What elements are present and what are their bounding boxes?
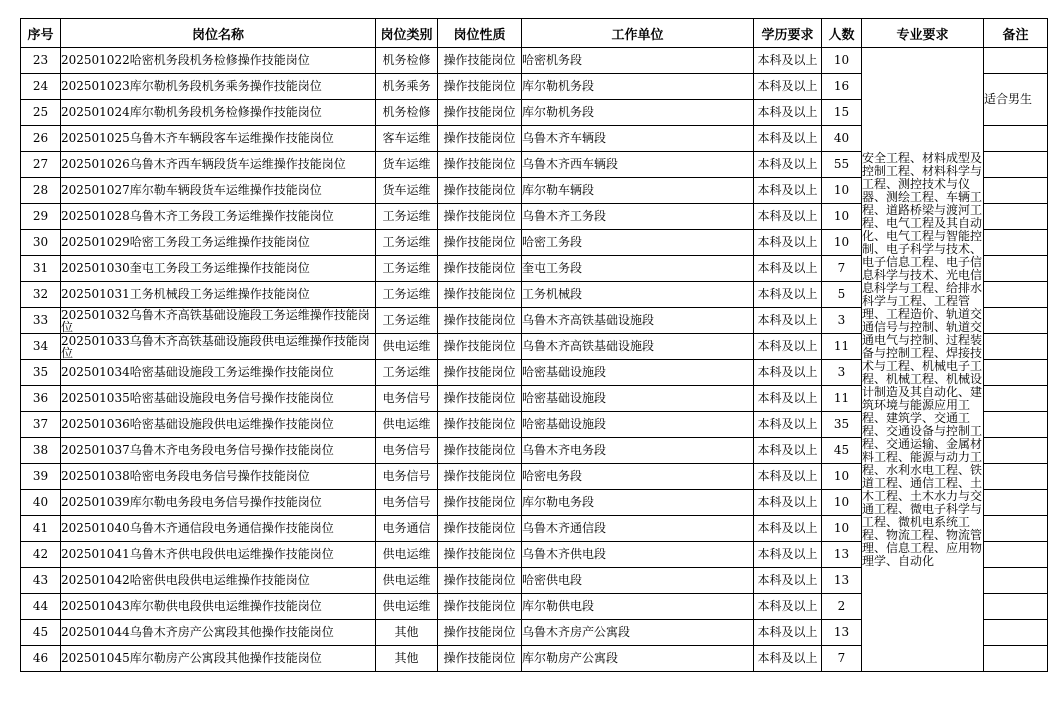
note-cell: [984, 282, 1048, 308]
education-requirement-cell: 本科及以上: [754, 464, 822, 490]
education-requirement-cell: 本科及以上: [754, 126, 822, 152]
row-number-cell: 44: [21, 594, 61, 620]
job-nature-cell: 操作技能岗位: [438, 360, 522, 386]
job-title-cell: 202501026乌鲁木齐西车辆段货车运维操作技能岗位: [61, 152, 376, 178]
job-category-cell: 货车运维: [376, 152, 438, 178]
work-unit-cell: 库尔勒机务段: [522, 74, 754, 100]
row-number-cell: 39: [21, 464, 61, 490]
work-unit-cell: 乌鲁木齐工务段: [522, 204, 754, 230]
row-number-cell: 28: [21, 178, 61, 204]
job-title-cell: 202501022哈密机务段机务检修操作技能岗位: [61, 48, 376, 74]
row-number-cell: 41: [21, 516, 61, 542]
note-cell: [984, 334, 1048, 360]
major-requirement-cell: 安全工程、材料成型及控制工程、材料科学与工程、测控技术与仪器、测绘工程、车辆工程、道路桥梁与渡河工程、电气工程及其自动化、电气工程与智能控制、电子科学与技术、电子信息工程、电子信息科学与技术、光电信息科学与工程、给排水科学与工程、工程管理、工程造价、轨道交通信号与控制、轨道交通电气与控制、过程装备与控制工程、焊接技术与工程、机械电子工程、机械工程、机械设计制造及其自动化、建筑环境与能源应用工程、建筑学、交通工程、交通设备与控制工程、交通运输、金属材料工程、能源与动力工程、水利水电工程、铁道工程、通信工程、土木工程、土木水力与交通工程、微电子科学与工程、微机电系统工程、物流工程、物流管理、信息工程、应用物理学、自动化: [862, 48, 984, 672]
job-title-cell: 202501045库尔勒房产公寓段其他操作技能岗位: [61, 646, 376, 672]
job-category-cell: 工务运维: [376, 360, 438, 386]
row-number-cell: 24: [21, 74, 61, 100]
job-title-cell: 202501030奎屯工务段工务运维操作技能岗位: [61, 256, 376, 282]
headcount-cell: 2: [822, 594, 862, 620]
note-cell: [984, 204, 1048, 230]
job-category-cell: 供电运维: [376, 334, 438, 360]
job-category-cell: 电务通信: [376, 516, 438, 542]
headcount-cell: 11: [822, 334, 862, 360]
note-cell: [984, 256, 1048, 282]
education-requirement-cell: 本科及以上: [754, 282, 822, 308]
note-cell: [984, 568, 1048, 594]
work-unit-cell: 乌鲁木齐高铁基础设施段: [522, 308, 754, 334]
education-requirement-cell: 本科及以上: [754, 230, 822, 256]
job-nature-cell: 操作技能岗位: [438, 438, 522, 464]
work-unit-cell: 乌鲁木齐电务段: [522, 438, 754, 464]
job-category-cell: 供电运维: [376, 412, 438, 438]
work-unit-cell: 哈密基础设施段: [522, 360, 754, 386]
job-category-cell: 工务运维: [376, 204, 438, 230]
row-number-cell: 23: [21, 48, 61, 74]
job-nature-cell: 操作技能岗位: [438, 646, 522, 672]
job-category-cell: 其他: [376, 646, 438, 672]
job-title-cell: 202501035哈密基础设施段电务信号操作技能岗位: [61, 386, 376, 412]
col-header-note: 备注: [984, 19, 1048, 48]
job-title-cell: 202501043库尔勒供电段供电运维操作技能岗位: [61, 594, 376, 620]
col-header-education: 学历要求: [754, 19, 822, 48]
work-unit-cell: 乌鲁木齐高铁基础设施段: [522, 334, 754, 360]
education-requirement-cell: 本科及以上: [754, 48, 822, 74]
headcount-cell: 10: [822, 204, 862, 230]
headcount-cell: 10: [822, 178, 862, 204]
headcount-cell: 10: [822, 490, 862, 516]
job-nature-cell: 操作技能岗位: [438, 178, 522, 204]
job-nature-cell: 操作技能岗位: [438, 386, 522, 412]
headcount-cell: 15: [822, 100, 862, 126]
note-cell: [984, 308, 1048, 334]
work-unit-cell: 库尔勒电务段: [522, 490, 754, 516]
work-unit-cell: 哈密供电段: [522, 568, 754, 594]
headcount-cell: 13: [822, 568, 862, 594]
work-unit-cell: 乌鲁木齐房产公寓段: [522, 620, 754, 646]
job-title-cell: 202501032乌鲁木齐高铁基础设施段工务运维操作技能岗位: [61, 308, 376, 334]
headcount-cell: 10: [822, 48, 862, 74]
note-cell: [984, 646, 1048, 672]
job-nature-cell: 操作技能岗位: [438, 282, 522, 308]
job-title-cell: 202501038哈密电务段电务信号操作技能岗位: [61, 464, 376, 490]
col-header-no: 序号: [21, 19, 61, 48]
note-cell: 适合男生: [984, 74, 1048, 126]
row-number-cell: 32: [21, 282, 61, 308]
education-requirement-cell: 本科及以上: [754, 542, 822, 568]
job-category-cell: 供电运维: [376, 542, 438, 568]
job-category-cell: 机务乘务: [376, 74, 438, 100]
work-unit-cell: 库尔勒机务段: [522, 100, 754, 126]
job-title-cell: 202501037乌鲁木齐电务段电务信号操作技能岗位: [61, 438, 376, 464]
education-requirement-cell: 本科及以上: [754, 516, 822, 542]
work-unit-cell: 奎屯工务段: [522, 256, 754, 282]
note-cell: [984, 542, 1048, 568]
job-category-cell: 货车运维: [376, 178, 438, 204]
job-category-cell: 客车运维: [376, 126, 438, 152]
job-nature-cell: 操作技能岗位: [438, 308, 522, 334]
col-header-type: 岗位类别: [376, 19, 438, 48]
job-nature-cell: 操作技能岗位: [438, 490, 522, 516]
headcount-cell: 3: [822, 360, 862, 386]
education-requirement-cell: 本科及以上: [754, 412, 822, 438]
job-category-cell: 机务检修: [376, 48, 438, 74]
job-category-cell: 工务运维: [376, 282, 438, 308]
job-nature-cell: 操作技能岗位: [438, 334, 522, 360]
note-cell: [984, 126, 1048, 152]
work-unit-cell: 哈密基础设施段: [522, 386, 754, 412]
job-nature-cell: 操作技能岗位: [438, 568, 522, 594]
job-nature-cell: 操作技能岗位: [438, 594, 522, 620]
education-requirement-cell: 本科及以上: [754, 360, 822, 386]
job-nature-cell: 操作技能岗位: [438, 464, 522, 490]
job-title-cell: 202501027库尔勒车辆段货车运维操作技能岗位: [61, 178, 376, 204]
education-requirement-cell: 本科及以上: [754, 204, 822, 230]
work-unit-cell: 乌鲁木齐供电段: [522, 542, 754, 568]
table-body: [21, 48, 1048, 672]
col-header-nature: 岗位性质: [438, 19, 522, 48]
row-number-cell: 43: [21, 568, 61, 594]
headcount-cell: 11: [822, 386, 862, 412]
headcount-cell: 13: [822, 620, 862, 646]
headcount-cell: 10: [822, 516, 862, 542]
note-cell: [984, 412, 1048, 438]
row-number-cell: 33: [21, 308, 61, 334]
note-cell: [984, 620, 1048, 646]
headcount-cell: 7: [822, 256, 862, 282]
row-number-cell: 31: [21, 256, 61, 282]
job-category-cell: 电务信号: [376, 386, 438, 412]
header-row: [21, 19, 1048, 48]
education-requirement-cell: 本科及以上: [754, 178, 822, 204]
note-cell: [984, 490, 1048, 516]
education-requirement-cell: 本科及以上: [754, 620, 822, 646]
row-number-cell: 37: [21, 412, 61, 438]
row-number-cell: 40: [21, 490, 61, 516]
job-title-cell: 202501029哈密工务段工务运维操作技能岗位: [61, 230, 376, 256]
job-category-cell: 机务检修: [376, 100, 438, 126]
row-number-cell: 34: [21, 334, 61, 360]
job-title-cell: 202501036哈密基础设施段供电运维操作技能岗位: [61, 412, 376, 438]
work-unit-cell: 乌鲁木齐通信段: [522, 516, 754, 542]
education-requirement-cell: 本科及以上: [754, 646, 822, 672]
work-unit-cell: 库尔勒房产公寓段: [522, 646, 754, 672]
job-nature-cell: 操作技能岗位: [438, 516, 522, 542]
job-title-cell: 202501028乌鲁木齐工务段工务运维操作技能岗位: [61, 204, 376, 230]
headcount-cell: 7: [822, 646, 862, 672]
row-number-cell: 30: [21, 230, 61, 256]
job-table: [20, 18, 1048, 672]
note-cell: [984, 464, 1048, 490]
job-nature-cell: 操作技能岗位: [438, 48, 522, 74]
job-nature-cell: 操作技能岗位: [438, 74, 522, 100]
note-cell: [984, 48, 1048, 74]
education-requirement-cell: 本科及以上: [754, 490, 822, 516]
headcount-cell: 45: [822, 438, 862, 464]
note-cell: [984, 516, 1048, 542]
headcount-cell: 10: [822, 464, 862, 490]
work-unit-cell: 工务机械段: [522, 282, 754, 308]
job-category-cell: 其他: [376, 620, 438, 646]
job-title-cell: 202501023库尔勒机务段机务乘务操作技能岗位: [61, 74, 376, 100]
headcount-cell: 35: [822, 412, 862, 438]
note-cell: [984, 178, 1048, 204]
work-unit-cell: 哈密工务段: [522, 230, 754, 256]
job-title-cell: 202501033乌鲁木齐高铁基础设施段供电运维操作技能岗位: [61, 334, 376, 360]
job-nature-cell: 操作技能岗位: [438, 620, 522, 646]
job-nature-cell: 操作技能岗位: [438, 542, 522, 568]
note-cell: [984, 230, 1048, 256]
education-requirement-cell: 本科及以上: [754, 568, 822, 594]
col-header-major: 专业要求: [862, 19, 984, 48]
work-unit-cell: 哈密基础设施段: [522, 412, 754, 438]
education-requirement-cell: 本科及以上: [754, 334, 822, 360]
job-title-cell: 202501041乌鲁木齐供电段供电运维操作技能岗位: [61, 542, 376, 568]
row-number-cell: 27: [21, 152, 61, 178]
headcount-cell: 13: [822, 542, 862, 568]
work-unit-cell: 乌鲁木齐西车辆段: [522, 152, 754, 178]
job-category-cell: 工务运维: [376, 256, 438, 282]
headcount-cell: 55: [822, 152, 862, 178]
work-unit-cell: 乌鲁木齐车辆段: [522, 126, 754, 152]
row-number-cell: 46: [21, 646, 61, 672]
job-category-cell: 供电运维: [376, 568, 438, 594]
note-cell: [984, 360, 1048, 386]
job-title-cell: 202501044乌鲁木齐房产公寓段其他操作技能岗位: [61, 620, 376, 646]
education-requirement-cell: 本科及以上: [754, 308, 822, 334]
row-number-cell: 45: [21, 620, 61, 646]
education-requirement-cell: 本科及以上: [754, 438, 822, 464]
job-title-cell: 202501034哈密基础设施段工务运维操作技能岗位: [61, 360, 376, 386]
col-header-name: 岗位名称: [61, 19, 376, 48]
job-nature-cell: 操作技能岗位: [438, 152, 522, 178]
job-title-cell: 202501031工务机械段工务运维操作技能岗位: [61, 282, 376, 308]
note-cell: [984, 594, 1048, 620]
row-number-cell: 25: [21, 100, 61, 126]
note-cell: [984, 386, 1048, 412]
row-number-cell: 26: [21, 126, 61, 152]
job-title-cell: 202501039库尔勒电务段电务信号操作技能岗位: [61, 490, 376, 516]
row-number-cell: 42: [21, 542, 61, 568]
job-category-cell: 电务信号: [376, 490, 438, 516]
headcount-cell: 10: [822, 230, 862, 256]
education-requirement-cell: 本科及以上: [754, 74, 822, 100]
job-nature-cell: 操作技能岗位: [438, 204, 522, 230]
job-category-cell: 电务信号: [376, 438, 438, 464]
job-category-cell: 供电运维: [376, 594, 438, 620]
row-number-cell: 29: [21, 204, 61, 230]
work-unit-cell: 哈密机务段: [522, 48, 754, 74]
education-requirement-cell: 本科及以上: [754, 100, 822, 126]
job-category-cell: 电务信号: [376, 464, 438, 490]
job-nature-cell: 操作技能岗位: [438, 126, 522, 152]
education-requirement-cell: 本科及以上: [754, 256, 822, 282]
education-requirement-cell: 本科及以上: [754, 386, 822, 412]
table-row: [21, 48, 1048, 74]
note-cell: [984, 152, 1048, 178]
education-requirement-cell: 本科及以上: [754, 152, 822, 178]
job-category-cell: 工务运维: [376, 230, 438, 256]
job-title-cell: 202501025乌鲁木齐车辆段客车运维操作技能岗位: [61, 126, 376, 152]
education-requirement-cell: 本科及以上: [754, 594, 822, 620]
row-number-cell: 36: [21, 386, 61, 412]
note-cell: [984, 438, 1048, 464]
col-header-count: 人数: [822, 19, 862, 48]
work-unit-cell: 哈密电务段: [522, 464, 754, 490]
job-category-cell: 工务运维: [376, 308, 438, 334]
job-title-cell: 202501042哈密供电段供电运维操作技能岗位: [61, 568, 376, 594]
headcount-cell: 16: [822, 74, 862, 100]
job-nature-cell: 操作技能岗位: [438, 412, 522, 438]
job-title-cell: 202501024库尔勒机务段机务检修操作技能岗位: [61, 100, 376, 126]
headcount-cell: 5: [822, 282, 862, 308]
headcount-cell: 40: [822, 126, 862, 152]
job-nature-cell: 操作技能岗位: [438, 230, 522, 256]
work-unit-cell: 库尔勒车辆段: [522, 178, 754, 204]
job-title-cell: 202501040乌鲁木齐通信段电务通信操作技能岗位: [61, 516, 376, 542]
job-nature-cell: 操作技能岗位: [438, 100, 522, 126]
row-number-cell: 35: [21, 360, 61, 386]
headcount-cell: 3: [822, 308, 862, 334]
col-header-unit: 工作单位: [522, 19, 754, 48]
work-unit-cell: 库尔勒供电段: [522, 594, 754, 620]
job-nature-cell: 操作技能岗位: [438, 256, 522, 282]
row-number-cell: 38: [21, 438, 61, 464]
